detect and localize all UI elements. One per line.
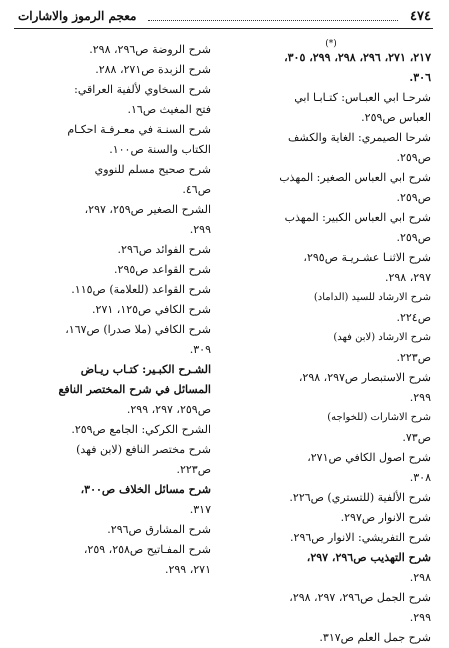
index-line: شرح الانوار ص٢٩٧. [340, 511, 431, 524]
index-line: ٣١٧. [189, 503, 211, 516]
index-line: الشرح الكركي: الجامع ص٢٥٩. [71, 423, 211, 436]
left-column [11, 40, 211, 580]
index-line: ٣٠٩. [189, 343, 211, 356]
page-number: ٤٧٤ [410, 8, 431, 24]
index-line: ص٢٢٤. [396, 311, 431, 324]
index-line: ص٢٢٣. [176, 463, 211, 476]
index-line: شرح الارشاد للسيد (الداماد) [313, 292, 431, 303]
index-line: فتح المغيث ص١٦. [127, 103, 211, 116]
index-line: ٢٩٩. [409, 611, 431, 624]
index-line: شرح الروضة ص٢٩٦، ٢٩٨. [89, 43, 211, 56]
index-line: شرح التفريشي: الانوار ص٢٩٦. [290, 531, 431, 544]
index-line: شرح الفوائد ص٢٩٦. [117, 243, 211, 256]
right-column [231, 40, 431, 648]
index-line: شرح القواعد (للعلامة) ص١١٥. [71, 283, 211, 296]
index-line: شرح الارشاد (لابن فهد) [333, 332, 431, 343]
index-line: ٣٠٦. [409, 71, 431, 84]
index-line: شرح المشارق ص٢٩٦. [107, 523, 211, 536]
index-line: ٢٩٧، ٢٩٨. [384, 271, 431, 284]
index-line: العباس ص٢٥٩. [361, 111, 431, 124]
index-line: ص٤٦. [182, 183, 211, 196]
index-line: ٢١٧، ٢٧١، ٢٩٦، ٢٩٨، ٢٩٩، ٣٠٥، [284, 51, 431, 64]
index-line: شرح الاشارات (للخواجه) [327, 412, 431, 423]
index-line: شرح الاثنـا عشـريـة ص٢٩٥، [303, 251, 431, 264]
index-line: ص٢٢٣. [396, 351, 431, 364]
index-line: شرح الكافي ص١٢٥، ٢٧١. [92, 303, 211, 316]
index-line: الشرح الصغير ص٢٥٩، ٢٩٧، [84, 203, 211, 216]
index-line: ص٢٥٩. [396, 191, 431, 204]
index-line: شرح الألفية (للتستري) ص٢٢٦. [289, 491, 431, 504]
index-line: ٣٠٨. [409, 471, 431, 484]
index-line: شرح الكافي (ملا صدرا) ص١٦٧، [65, 323, 211, 336]
header-dotted-leader [148, 12, 398, 21]
index-line: شرح جمل العلم ص٣١٧. [319, 631, 431, 644]
index-line: الكتاب والسنة ص١٠٠. [109, 143, 211, 156]
header-rule [14, 28, 433, 29]
running-title: معجم الرموز والاشارات [18, 9, 137, 23]
index-line: شرحـا ابي العبـاس: كتـابـا ابي [294, 91, 431, 104]
index-line: شرح الزبدة ص٢٧١، ٢٨٨. [95, 63, 211, 76]
index-line: شرح ابي العباس الصغير: المهذب [279, 171, 431, 184]
index-line: ٢٧١، ٢٩٩. [164, 563, 211, 576]
index-line: شرح مختصر النافع (لابن فهد) [76, 443, 211, 456]
index-line: شرح ابي العباس الكبير: المهذب [284, 211, 431, 224]
index-line: ص٢٥٩. [396, 231, 431, 244]
page-header [18, 6, 431, 26]
index-line: ص٧٣. [402, 431, 431, 444]
index-line: ص٢٥٩. [396, 151, 431, 164]
index-line: ٢٩٩. [189, 223, 211, 236]
index-line: شرح الجمل ص٢٩٦، ٢٩٧، ٢٩٨، [289, 591, 431, 604]
index-line: شرح اصول الكافي ص٢٧١، [307, 451, 431, 464]
index-line: شرح المفـاتيح ص٢٥٨، ٢٥٩، [83, 543, 211, 556]
index-line: ص٢٥٩، ٢٩٧، ٢٩٩. [126, 403, 211, 416]
index-line: شرح السنـة في معـرفـة احكـام [67, 123, 211, 136]
index-line: شرحا الصيمري: الغاية والكشف [288, 131, 431, 144]
index-line: المسائل في شرح المختصر النافع [58, 383, 211, 396]
index-line: الشـرح الكبـير: كتـاب ريـاض [80, 363, 211, 376]
index-line: شرح التهذيب ص٢٩٦، ٢٩٧، [306, 551, 431, 564]
index-line: شرح السخاوي لألفية العراقي: [74, 83, 211, 96]
index-line: شرح الاستبصار ص٢٩٧، ٢٩٨، [298, 371, 431, 384]
index-line: شرح القواعد ص٢٩٥. [114, 263, 211, 276]
index-line: شرح مسائل الخلاف ص٣٠٠، [80, 483, 211, 496]
index-line: شرح صحيح مسلم للنووي [94, 163, 211, 176]
index-line: ٢٩٨. [409, 571, 431, 584]
index-line: ٢٩٩. [409, 391, 431, 404]
index-line: (*) [325, 39, 337, 49]
